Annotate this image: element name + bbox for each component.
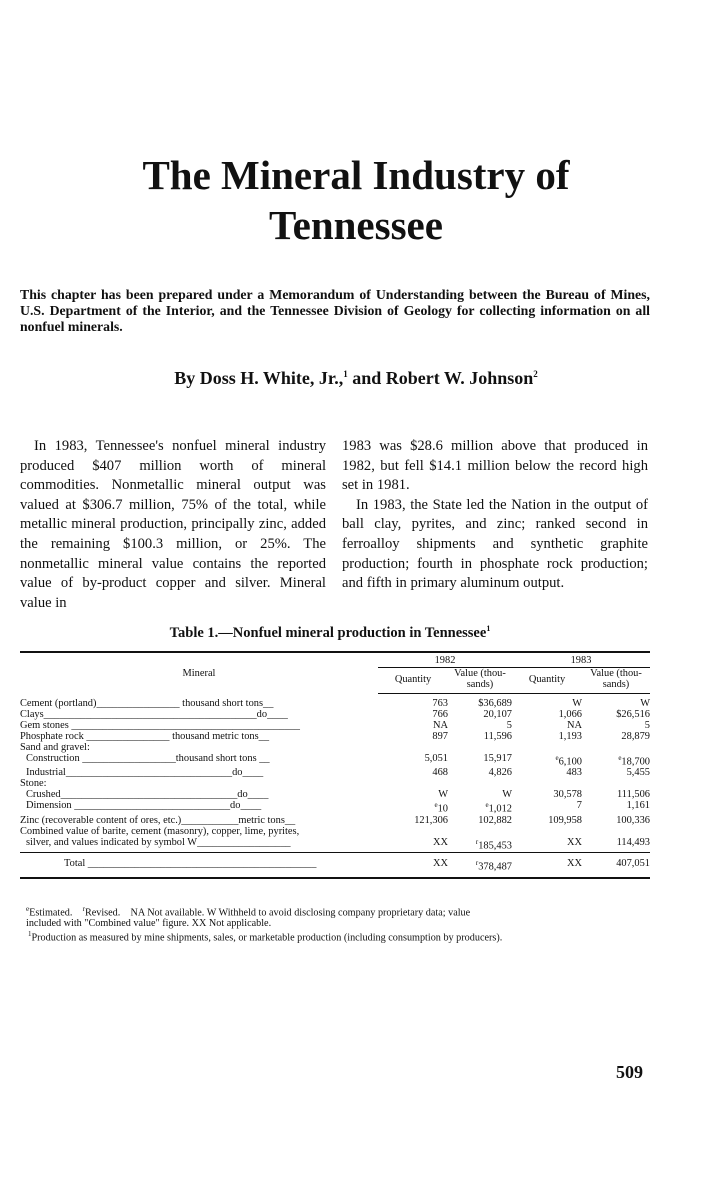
cell-value-1982 [448, 826, 512, 837]
estimated-mark: e [485, 801, 489, 810]
cell-quantity-1982: $^e$10 [434, 801, 448, 815]
cell-quantity-1982 [378, 778, 448, 789]
cell-value-1983: 114,493 [616, 836, 650, 848]
title-line-2: Tennessee [269, 202, 443, 248]
revised-mark: r [475, 858, 479, 867]
cell-value-1983: 5,455 [626, 767, 650, 779]
row-label: Zinc (recoverable content of ores, etc.)___________metric tons__ [20, 814, 296, 826]
cell-value-1983: 28,879 [621, 731, 650, 742]
cell-value-1982: 4,826 [488, 767, 512, 779]
cell-quantity-1983: 7 [576, 800, 582, 812]
table-row [20, 778, 650, 789]
cell-value-1982: 15,917 [483, 753, 512, 764]
cell-quantity-1983: 109,958 [548, 814, 582, 826]
cell-value-1983: $26,516 [616, 709, 650, 720]
cell-quantity-1983: XX [566, 836, 582, 848]
header-mineral: Mineral [182, 667, 216, 679]
text-column-right [342, 437, 648, 594]
header-quantity: Quantity [512, 668, 582, 694]
cell-value-1982: $^r$185,453 [475, 837, 512, 852]
production-table [20, 651, 650, 879]
cell-value-1983: 5 [644, 720, 650, 731]
cell-value-1983: 111,506 [617, 789, 650, 801]
row-label: Construction __________________thousand short tons __ [26, 753, 270, 764]
cell-quantity-1983: $^e$6,100 [555, 754, 582, 768]
table-row [20, 694, 650, 710]
header-value: Value (thou- sands) [448, 668, 512, 694]
cell-quantity-1982: 766 [432, 709, 448, 720]
byline-sup-2: 2 [533, 369, 538, 379]
intro-paragraph: This chapter has been prepared under a Memorandum of Understanding between the Bureau of Mines, U.S. Department of the Interior, and the Tennessee Division of Geology for collecting information on all nonfuel minerals. [20, 287, 650, 334]
table-notes [26, 904, 656, 944]
row-label: Crushed__________________________________do____ [26, 789, 269, 801]
cell-value-1983 [582, 826, 650, 837]
cell-quantity-1983: NA [566, 720, 582, 731]
byline-sup-1: 1 [343, 369, 348, 379]
cell-quantity-1983: 30,578 [553, 789, 582, 801]
table-row [20, 789, 650, 800]
cell-value-1982: 102,882 [478, 814, 512, 826]
cell-quantity-1982: NA [432, 720, 448, 731]
cell-value-1982: $^e$1,012 [485, 801, 512, 815]
cell-quantity-1982: 5,051 [424, 753, 448, 764]
revised-mark: r [475, 837, 479, 846]
body-paragraph: 1983 was $28.6 million above that produced in 1982, but fell $14.1 million below the record high set in 1981. [342, 438, 648, 494]
table-row [20, 826, 650, 837]
cell-quantity-1982: 121,306 [414, 814, 448, 826]
row-label: silver, and values indicated by symbol W__________________ [26, 836, 291, 848]
table-total-row [20, 852, 650, 878]
table-row [20, 837, 650, 853]
cell-quantity-1983: XX [512, 852, 582, 878]
table-caption: Table 1.—Nonfuel mineral production in Tennessee$^1$ [169, 624, 491, 641]
row-label: Combined value of barite, cement (masonry), copper, lime, pyrites, [20, 825, 300, 837]
title-line-1: The Mineral Industry of [142, 152, 570, 198]
estimated-mark: e [434, 801, 438, 810]
header-quantity: Quantity [378, 668, 448, 694]
footnote-1: $^1$Production as measured by mine shipments, sales, or marketable production (including consumption by producers). [28, 930, 503, 944]
cell-value-1982 [448, 778, 512, 789]
header-year-1982: 1982 [378, 652, 512, 668]
body-paragraph: In 1983, Tennessee's nonfuel mineral industry produced $407 million worth of mineral commodities. Nonmetallic mineral output was valued at $306.7 million, 75% of the total, while metallic mineral production, principally zinc, added the remaining $100.3 million, or 25%. The nonmetallic mineral value contains the reported value of by-product copper and silver. Mineral value in [20, 438, 326, 611]
byline [0, 368, 712, 389]
cell-quantity-1983 [512, 826, 582, 837]
cell-value-1983: $^e$18,700 [618, 754, 650, 768]
cell-quantity-1982: 897 [432, 731, 448, 742]
cell-quantity-1983 [512, 778, 582, 789]
page-number: 509 [616, 1062, 643, 1082]
table-row [20, 815, 650, 826]
cell-value-1983: W [640, 698, 650, 709]
cell-value-1982 [448, 742, 512, 753]
cell-quantity-1983 [512, 742, 582, 753]
cell-value-1983: 100,336 [616, 814, 650, 826]
row-label: Sand and gravel: [20, 742, 90, 753]
cell-value-1982: 5 [506, 720, 512, 731]
cell-quantity-1982: 763 [432, 698, 448, 709]
cell-value-1983 [582, 742, 650, 753]
table-row [20, 720, 650, 731]
cell-value-1982: 11,596 [483, 731, 512, 742]
table-row [20, 731, 650, 742]
cell-quantity-1982 [378, 826, 448, 837]
byline-author-1: By Doss H. White, Jr., [174, 368, 344, 388]
body-paragraph: In 1983, the State led the Nation in the output of ball clay, pyrites, and zinc; ranked second in ferroalloy shipments and synthetic graphite production; fourth in phosphate rock production; and fifth in primary aluminum output. [342, 496, 648, 592]
row-label: Dimension ______________________________do____ [26, 800, 262, 812]
table-row [20, 767, 650, 778]
row-label: Cement (portland)________________ thousand short tons__ [20, 697, 274, 709]
cell-quantity-1983: 1,066 [558, 709, 582, 720]
cell-value-1983 [582, 778, 650, 789]
cell-quantity-1982: 468 [432, 767, 448, 779]
data-table [20, 651, 650, 879]
table-row [20, 753, 650, 767]
cell-quantity-1982: XX [378, 852, 448, 878]
cell-value-1982: 20,107 [483, 709, 512, 720]
table-row [20, 709, 650, 720]
cell-value-1982: $^r$378,487 [448, 852, 512, 878]
row-label: Phosphate rock ________________ thousand metric tons__ [20, 731, 270, 742]
table-row [20, 800, 650, 814]
notes-line-2: included with "Combined value" figure. XX Not applicable. [26, 918, 272, 930]
cell-quantity-1982: W [438, 789, 448, 801]
row-label: Stone: [20, 778, 47, 790]
cell-value-1983: 407,051 [582, 852, 650, 878]
cell-value-1982: $36,689 [478, 698, 512, 709]
row-label: Industrial________________________________do____ [26, 767, 264, 779]
header-year-1983: 1983 [512, 652, 650, 668]
cell-quantity-1982: XX [432, 836, 448, 848]
page-title [0, 150, 712, 250]
cell-quantity-1983: W [572, 698, 582, 709]
text-column-left [20, 437, 326, 613]
estimated-mark: e [555, 754, 559, 762]
row-label: Clays_________________________________________do____ [20, 709, 288, 720]
header-value: Value (thou- sands) [582, 668, 650, 694]
cell-quantity-1983: 483 [566, 767, 582, 779]
notes-line-1: $^e$Estimated. $^r$Revised. NA Not available. W Withheld to avoid disclosing company proprietary data; value [26, 905, 471, 919]
total-label: Total ____________________________________________ [20, 852, 378, 878]
cell-quantity-1983: 1,193 [558, 731, 582, 742]
table-row [20, 742, 650, 753]
byline-author-2: and Robert W. Johnson [347, 368, 534, 388]
cell-value-1983: 1,161 [626, 800, 650, 812]
estimated-mark: e [618, 754, 622, 762]
cell-quantity-1982 [378, 742, 448, 753]
cell-value-1982: W [502, 789, 512, 801]
row-label: Gem stones ____________________________________________ [20, 720, 300, 731]
caption-footnote-mark: 1 [486, 624, 491, 633]
